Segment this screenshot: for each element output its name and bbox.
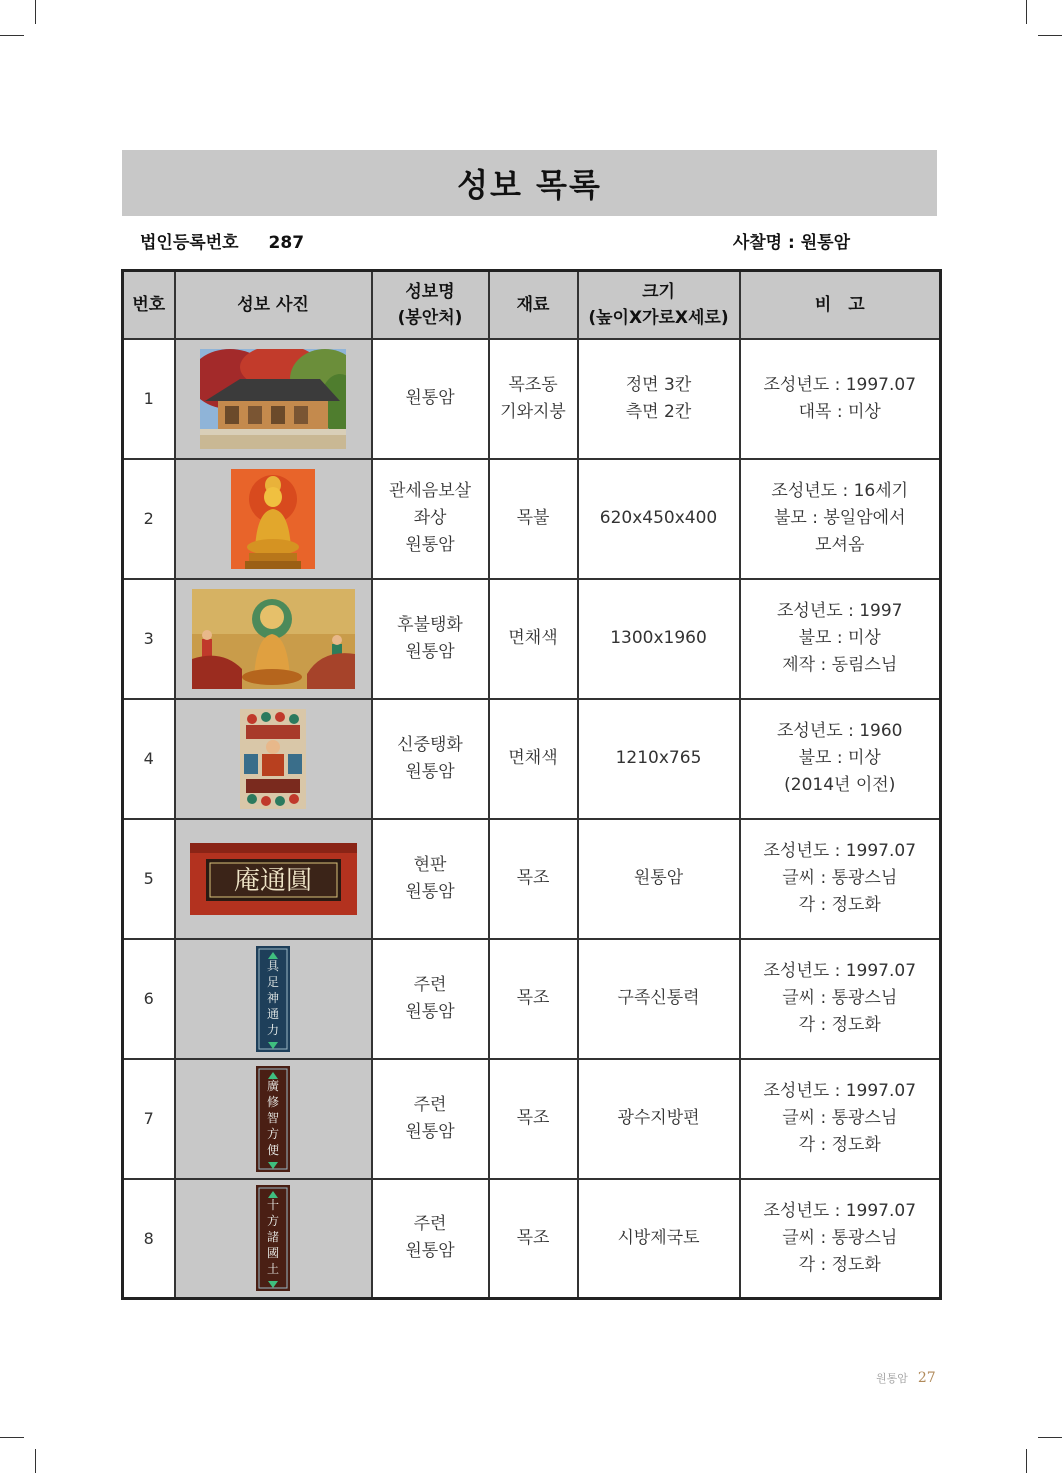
relic-note-line: 불모 : 미상	[798, 748, 881, 768]
relic-note-line: 조성년도 : 1997.07	[763, 961, 917, 981]
relic-material-line: 목불	[516, 508, 550, 528]
relic-size	[578, 699, 740, 819]
relic-photo-cell	[175, 819, 372, 939]
relic-photo-cell	[175, 339, 372, 459]
row-number: 4	[123, 699, 175, 819]
svg-text:國: 國	[266, 1246, 280, 1261]
row-number: 8	[123, 1179, 175, 1299]
relic-material	[489, 699, 578, 819]
column-header-line: (봉안처)	[397, 307, 463, 328]
relic-material-line: 면채색	[508, 748, 558, 768]
relic-material-line: 목조	[516, 868, 550, 888]
page-title: 성보 목록	[457, 166, 602, 204]
relic-name-line: 신중탱화	[397, 734, 463, 755]
column-header-line: 비 고	[814, 294, 865, 315]
relic-name-line: 원통암	[405, 388, 455, 408]
crop-mark	[35, 1449, 36, 1473]
relic-size	[578, 459, 740, 579]
relic-size	[578, 1059, 740, 1179]
relic-name-line: 원통암	[405, 1001, 455, 1022]
relic-note-line: 조성년도 : 1997	[777, 601, 903, 621]
relic-material-line: 목조	[516, 988, 550, 1008]
relic-material	[489, 459, 578, 579]
relic-name-line: 좌상	[413, 508, 447, 528]
crop-mark	[0, 1437, 24, 1438]
relic-note	[740, 819, 941, 939]
relic-name-line: 원통암	[405, 641, 455, 662]
column-header-line: 재료	[516, 294, 550, 315]
relic-name-line: 주련	[413, 1094, 447, 1115]
relic-note-line: 조성년도 : 1997.07	[763, 1200, 917, 1221]
relic-name-line: 주련	[413, 1214, 447, 1235]
column-header	[175, 271, 372, 339]
relic-size-line: 620x450x400	[599, 508, 718, 528]
relic-photo-cell	[175, 1059, 372, 1179]
page-footer	[876, 1370, 936, 1386]
relic-size-line: 시방제국토	[617, 1227, 700, 1248]
relic-size	[578, 819, 740, 939]
relic-name-line: 관세음보살	[388, 481, 472, 501]
relic-size-line: 구족신통력	[617, 988, 700, 1008]
relic-note-line: 모셔옴	[815, 535, 865, 555]
relic-material-line: 기와지붕	[500, 401, 566, 422]
svg-text:智: 智	[266, 1110, 280, 1125]
relic-note-line: 제작 : 동림스님	[782, 655, 898, 675]
svg-text:修: 修	[266, 1094, 280, 1109]
relic-note	[740, 939, 941, 1059]
column-header-line: (높이X가로X세로)	[588, 307, 729, 328]
relic-note-line: 불모 : 봉일암에서	[774, 508, 906, 528]
relic-catalog-table	[121, 269, 942, 1300]
crop-mark	[0, 35, 24, 36]
relic-note-line: 조성년도 : 16세기	[771, 481, 909, 501]
relic-note-line: 각 : 정도화	[798, 1015, 881, 1035]
svg-text:力: 力	[266, 1022, 280, 1037]
pillar-couplet-2-photo	[256, 1066, 290, 1172]
relic-name	[372, 1059, 489, 1179]
relic-note	[740, 339, 941, 459]
table-row	[123, 339, 941, 459]
relic-name-line: 원통암	[405, 1241, 455, 1262]
relic-name-line: 원통암	[405, 761, 455, 782]
relic-material	[489, 339, 578, 459]
page-number: 27	[917, 1370, 936, 1386]
crop-mark	[35, 0, 36, 24]
relic-note-line: 각 : 정도화	[798, 895, 881, 915]
column-header-line: 성보명	[405, 281, 455, 302]
row-number: 1	[123, 339, 175, 459]
table-body	[123, 339, 941, 1299]
svg-text:諸: 諸	[266, 1230, 280, 1245]
relic-note-line: 각 : 정도화	[798, 1135, 881, 1155]
svg-text:土: 土	[266, 1262, 280, 1277]
relic-note	[740, 1179, 941, 1299]
relic-note-line: 글씨 : 통광스님	[782, 988, 898, 1008]
column-header-line: 성보 사진	[237, 294, 309, 315]
relic-note	[740, 459, 941, 579]
svg-text:神: 神	[266, 990, 280, 1005]
relic-material-line: 목조동	[508, 374, 558, 395]
relic-photo-cell	[175, 939, 372, 1059]
relic-size-line: 원통암	[633, 868, 684, 888]
relic-material	[489, 1059, 578, 1179]
crop-mark	[1026, 0, 1027, 24]
relic-note-line: 각 : 정도화	[798, 1254, 881, 1275]
registration-row	[140, 228, 930, 256]
pillar-couplet-1-photo	[256, 946, 290, 1052]
relic-note-line: (2014년 이전)	[784, 775, 896, 795]
registration-label: 법인등록번호	[140, 233, 239, 253]
relic-name	[372, 579, 489, 699]
relic-name-line: 현판	[413, 854, 447, 875]
table-row	[123, 699, 941, 819]
footer-section-name: 원통암	[876, 1372, 908, 1385]
relic-name	[372, 339, 489, 459]
relic-note	[740, 579, 941, 699]
table-row	[123, 579, 941, 699]
registration-info	[140, 228, 304, 253]
relic-note-line: 글씨 : 통광스님	[782, 1227, 898, 1248]
relic-material	[489, 1179, 578, 1299]
temple-name: 사찰명 : 원통암	[732, 233, 850, 253]
svg-text:足: 足	[266, 974, 280, 989]
table-row	[123, 1179, 941, 1299]
relic-material-line: 목조	[516, 1227, 550, 1248]
table-header-row	[123, 271, 941, 339]
relic-note	[740, 699, 941, 819]
relic-size-line: 1300x1960	[610, 628, 707, 648]
column-header-line: 크기	[642, 281, 675, 302]
relic-size-line: 광수지방편	[617, 1108, 700, 1128]
svg-text:具: 具	[266, 958, 280, 973]
relic-photo-cell	[175, 459, 372, 579]
relic-material-line: 면채색	[508, 628, 558, 648]
relic-size-line: 측면 2칸	[625, 401, 692, 422]
svg-text:廣: 廣	[266, 1078, 280, 1093]
pillar-couplet-3-photo	[256, 1185, 290, 1291]
relic-name	[372, 1179, 489, 1299]
row-number: 3	[123, 579, 175, 699]
relic-note-line: 불모 : 미상	[798, 628, 881, 648]
column-header	[372, 271, 489, 339]
relic-size	[578, 339, 740, 459]
relic-material	[489, 939, 578, 1059]
relic-name	[372, 819, 489, 939]
table-row	[123, 1059, 941, 1179]
relic-name-line: 원통암	[405, 535, 455, 555]
relic-note-line: 조성년도 : 1997.07	[763, 374, 917, 395]
relic-size-line: 정면 3칸	[625, 374, 692, 395]
table-row	[123, 459, 941, 579]
relic-photo-cell	[175, 1179, 372, 1299]
relic-size-line: 1210x765	[615, 748, 702, 768]
row-number: 6	[123, 939, 175, 1059]
relic-note-line: 조성년도 : 1960	[777, 721, 903, 741]
relic-name-line: 후불탱화	[397, 614, 463, 635]
svg-text:便: 便	[266, 1142, 280, 1157]
row-number: 2	[123, 459, 175, 579]
relic-material	[489, 819, 578, 939]
column-header	[123, 271, 175, 339]
row-number: 5	[123, 819, 175, 939]
crop-mark	[1026, 1449, 1027, 1473]
plaque-text: 庵通圓	[233, 865, 312, 896]
row-number: 7	[123, 1059, 175, 1179]
table-row	[123, 939, 941, 1059]
relic-note-line: 글씨 : 통광스님	[782, 1108, 898, 1128]
relic-size	[578, 1179, 740, 1299]
guardian-deities-painting-photo	[240, 709, 306, 809]
column-header	[740, 271, 941, 339]
relic-note-line: 조성년도 : 1997.07	[763, 841, 917, 861]
column-header	[578, 271, 740, 339]
seated-bodhisattva-statue-photo	[231, 469, 315, 569]
relic-material-line: 목조	[516, 1108, 550, 1128]
svg-text:通: 通	[266, 1006, 280, 1021]
relic-name-line: 원통암	[405, 1121, 455, 1142]
crop-mark	[1038, 1437, 1062, 1438]
relic-note	[740, 1059, 941, 1179]
relic-name	[372, 699, 489, 819]
relic-name	[372, 459, 489, 579]
relic-name	[372, 939, 489, 1059]
relic-photo-cell	[175, 579, 372, 699]
svg-text:方: 方	[266, 1126, 280, 1141]
svg-text:十: 十	[266, 1198, 280, 1213]
crop-mark	[1038, 35, 1062, 36]
relic-note-line: 대목 : 미상	[798, 401, 881, 422]
relic-material	[489, 579, 578, 699]
temple-building-photo	[200, 349, 346, 449]
rear-buddhist-painting-photo	[192, 589, 355, 689]
relic-name-line: 원통암	[405, 881, 455, 902]
column-header	[489, 271, 578, 339]
svg-text:方: 方	[266, 1214, 280, 1229]
relic-size	[578, 939, 740, 1059]
relic-name-line: 주련	[413, 974, 447, 995]
title-banner	[122, 150, 937, 216]
relic-note-line: 글씨 : 통광스님	[782, 868, 898, 888]
relic-size	[578, 579, 740, 699]
table-row	[123, 819, 941, 939]
column-header-line: 번호	[132, 294, 166, 315]
registration-number: 287	[268, 233, 305, 253]
name-plaque-photo	[190, 843, 357, 915]
relic-note-line: 조성년도 : 1997.07	[763, 1081, 917, 1101]
relic-photo-cell	[175, 699, 372, 819]
